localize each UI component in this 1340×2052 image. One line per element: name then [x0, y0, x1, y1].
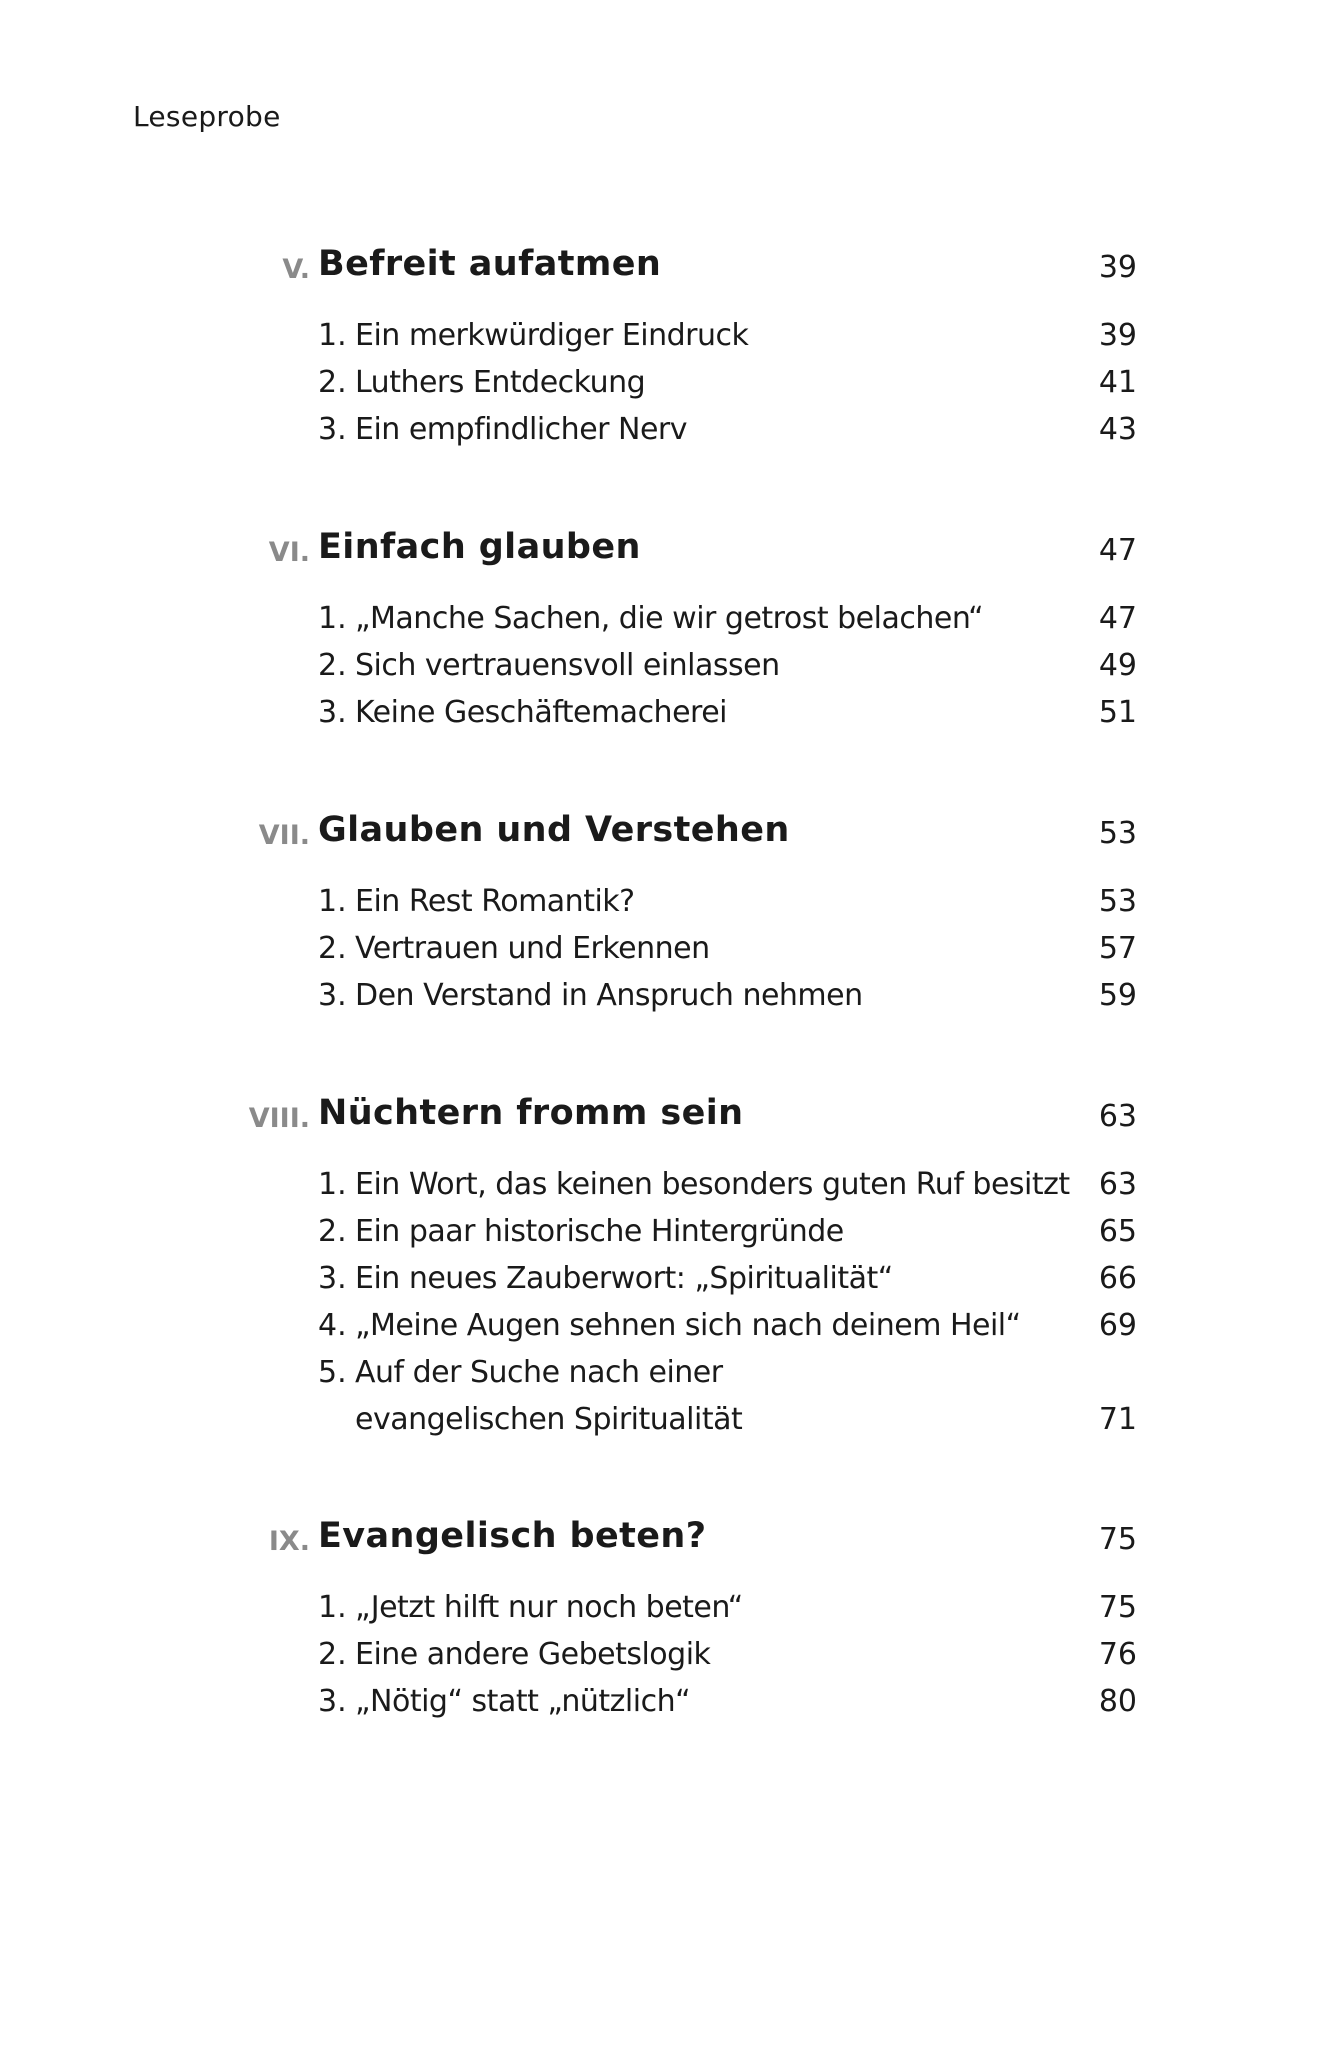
- entry-page-number: 41: [1098, 365, 1137, 400]
- entry-number: 1.: [318, 1590, 347, 1625]
- toc-entry: [0, 1355, 1340, 1448]
- chapter-page-number: 53: [1098, 816, 1137, 851]
- chapter-page-number: 47: [1098, 533, 1137, 568]
- chapter-heading: [0, 1089, 1340, 1139]
- entry-page-number: 53: [1098, 884, 1137, 919]
- entry-number: 3.: [318, 695, 347, 730]
- chapter-page-number: 63: [1098, 1099, 1137, 1134]
- entry-title: Vertrauen und Erkennen: [355, 931, 710, 966]
- entry-page-number: 51: [1098, 695, 1137, 730]
- entry-title: Auf der Suche nach einer: [355, 1355, 723, 1390]
- entry-title: Ein merkwürdiger Eindruck: [355, 318, 749, 353]
- entry-title: Luthers Entdeckung: [355, 365, 646, 400]
- chapter-title: Befreit aufatmen: [318, 244, 662, 284]
- entry-number: 2.: [318, 648, 347, 683]
- chapter-title: Glauben und Verstehen: [318, 810, 790, 850]
- toc-entry: [0, 1637, 1340, 1683]
- entry-title: „Manche Sachen, die wir getrost belachen“: [355, 601, 984, 636]
- entry-number: 2.: [318, 931, 347, 966]
- entry-page-number: 39: [1098, 318, 1137, 353]
- entry-title: Ein empfindlicher Nerv: [355, 412, 688, 447]
- chapter-title: Evangelisch beten?: [318, 1516, 707, 1556]
- entry-title: „Meine Augen sehnen sich nach deinem Heil“: [355, 1308, 1021, 1343]
- entry-page-number: 66: [1098, 1261, 1137, 1296]
- entry-page-number: 59: [1098, 978, 1137, 1013]
- chapter-numeral: V.: [282, 254, 310, 285]
- entry-page-number: 63: [1098, 1167, 1137, 1202]
- entry-page-number: 69: [1098, 1308, 1137, 1343]
- toc-entry: [0, 1214, 1340, 1260]
- chapter-numeral: VIII.: [248, 1103, 310, 1134]
- toc-entry: [0, 978, 1340, 1024]
- entry-number: 3.: [318, 1684, 347, 1719]
- chapter-page-number: 75: [1098, 1522, 1137, 1557]
- toc-entry: [0, 1308, 1340, 1354]
- entry-title: Sich vertrauensvoll einlassen: [355, 648, 780, 683]
- entry-title: „Nötig“ statt „nützlich“: [355, 1684, 691, 1719]
- chapter-page-number: 39: [1098, 250, 1137, 285]
- entry-page-number: 75: [1098, 1590, 1137, 1625]
- entry-number: 5.: [318, 1355, 347, 1390]
- entry-page-number: 43: [1098, 412, 1137, 447]
- toc-entry: [0, 931, 1340, 977]
- toc-entry: [0, 1590, 1340, 1636]
- toc-entry: [0, 695, 1340, 741]
- toc-entry: [0, 1167, 1340, 1213]
- chapter-numeral: VII.: [258, 820, 310, 851]
- toc-entry: [0, 318, 1340, 364]
- entry-number: 1.: [318, 1167, 347, 1202]
- chapter-heading: [0, 806, 1340, 856]
- toc-entry: [0, 1261, 1340, 1307]
- entry-number: 1.: [318, 318, 347, 353]
- toc-entry: [0, 601, 1340, 647]
- entry-number: 2.: [318, 1637, 347, 1672]
- entry-number: 1.: [318, 601, 347, 636]
- chapter-heading: [0, 1512, 1340, 1562]
- entry-title: Ein Rest Romantik?: [355, 884, 635, 919]
- entry-page-number: 47: [1098, 601, 1137, 636]
- entry-title-continuation: evangelischen Spiritualität: [355, 1402, 743, 1437]
- entry-title: Ein neues Zauberwort: „Spiritualität“: [355, 1261, 893, 1296]
- chapter-title: Nüchtern fromm sein: [318, 1093, 744, 1133]
- toc-entry: [0, 1684, 1340, 1730]
- entry-page-number: 71: [1098, 1402, 1137, 1437]
- entry-page-number: 49: [1098, 648, 1137, 683]
- entry-number: 3.: [318, 978, 347, 1013]
- toc-entry: [0, 412, 1340, 458]
- entry-number: 3.: [318, 1261, 347, 1296]
- chapter-title: Einfach glauben: [318, 527, 641, 567]
- chapter-heading: [0, 240, 1340, 290]
- entry-title: Den Verstand in Anspruch nehmen: [355, 978, 863, 1013]
- chapter-numeral: IX.: [268, 1526, 310, 1557]
- toc-entry: [0, 884, 1340, 930]
- entry-title: Keine Geschäftemacherei: [355, 695, 727, 730]
- chapter-numeral: VI.: [268, 537, 310, 568]
- entry-number: 4.: [318, 1308, 347, 1343]
- entry-page-number: 65: [1098, 1214, 1137, 1249]
- entry-number: 1.: [318, 884, 347, 919]
- entry-title: Eine andere Gebetslogik: [355, 1637, 711, 1672]
- chapter-heading: [0, 523, 1340, 573]
- entry-page-number: 76: [1098, 1637, 1137, 1672]
- entry-title: Ein paar historische Hintergründe: [355, 1214, 844, 1249]
- entry-title: „Jetzt hilft nur noch beten“: [355, 1590, 743, 1625]
- page-header-label: Leseprobe: [133, 100, 281, 133]
- entry-page-number: 80: [1098, 1684, 1137, 1719]
- entry-number: 2.: [318, 365, 347, 400]
- toc-entry: [0, 365, 1340, 411]
- entry-number: 3.: [318, 412, 347, 447]
- entry-title: Ein Wort, das keinen besonders guten Ruf besitzt: [355, 1167, 1070, 1202]
- toc-entry: [0, 648, 1340, 694]
- entry-number: 2.: [318, 1214, 347, 1249]
- entry-page-number: 57: [1098, 931, 1137, 966]
